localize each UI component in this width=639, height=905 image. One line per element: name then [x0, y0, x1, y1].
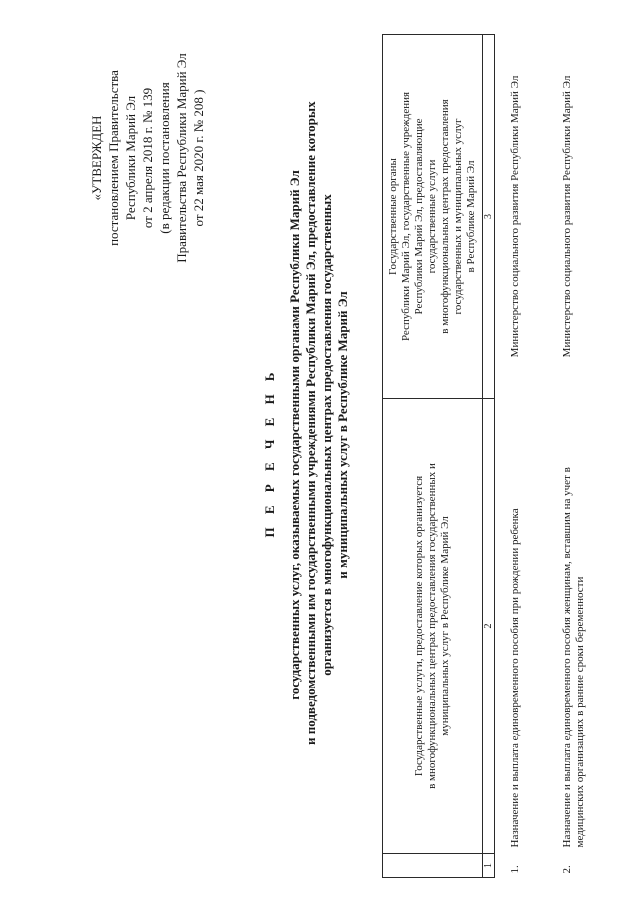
header-line: Государственные услуги, предоставление которых организуется	[413, 475, 425, 777]
header-cell-organizations	[383, 35, 483, 399]
column-number: 3	[483, 35, 495, 399]
header-line: в многофункциональных центрах предоставления государственных и	[426, 463, 438, 789]
header-line: Государственные органы	[387, 158, 399, 275]
header-line: в многофункциональных центрах предоставления	[439, 99, 451, 334]
column-number-row	[483, 35, 495, 878]
subtitle-line: организуется в многофункциональных центрах предоставления государственных	[319, 194, 334, 676]
approval-line: «УТВЕРЖДЕН	[89, 115, 104, 201]
approval-line: Правительства Республики Марий Эл	[174, 53, 189, 263]
approval-line: от 22 мая 2020 г. № 208 )	[191, 89, 206, 227]
service-cell	[495, 399, 548, 854]
header-line: в Республике Марий Эл	[465, 160, 477, 273]
document-subtitle	[287, 101, 351, 745]
subtitle-line: и подведомственными им государственными учреждениями Республики Марий Эл, предоставление которых	[303, 101, 318, 745]
subtitle-line: и муниципальных услуг в Республике Марий Эл	[335, 291, 350, 579]
header-cell-services	[383, 399, 483, 854]
organization-cell	[495, 35, 548, 399]
table-row	[547, 35, 599, 878]
service-line: Назначение и выплата единовременного пособия при рождении ребенка	[509, 508, 521, 848]
header-line: Республики Марий Эл, государственные учреждения	[400, 91, 412, 342]
row-number: 2.	[561, 865, 573, 874]
approval-line: от 2 апреля 2018 г. № 139	[140, 87, 155, 229]
approval-stamp-block	[88, 53, 207, 263]
organization-line: Республики Марий Эл	[561, 75, 573, 181]
approval-line: постановлением Правительства	[106, 70, 121, 246]
service-line: Назначение и выплата единовременного пособия женщинам, вставшим на учет	[561, 475, 573, 848]
column-number: 1	[483, 854, 495, 878]
approval-line: (в редакции постановления	[157, 82, 172, 234]
organization-cell	[547, 35, 599, 399]
document-title: П Е Р Е Ч Е Н Ь	[262, 367, 277, 538]
table-header-row	[383, 35, 483, 878]
service-cell	[547, 399, 599, 854]
services-table	[382, 34, 599, 878]
header-line: государственных и муниципальных услуг	[452, 118, 464, 315]
header-line: Республики Марий Эл, предоставляющие	[413, 118, 425, 315]
service-line: в медицинских организациях в ранние сроки беременности	[561, 467, 586, 848]
approval-line: Республики Марий Эл	[123, 95, 138, 221]
header-line: муниципальных услуг в Республике Марий Эл	[439, 516, 451, 736]
table-row	[495, 35, 548, 878]
column-number: 2	[483, 399, 495, 854]
organization-line: Министерство социального развития	[561, 183, 573, 358]
subtitle-line: государственных услуг, оказываемых государственными органами Республики Марий Эл	[287, 170, 302, 700]
row-number: 1.	[509, 865, 521, 874]
header-line: государственные услуги	[426, 159, 438, 274]
organization-line: Республики Марий Эл	[509, 75, 521, 181]
organization-line: Министерство социального развития	[509, 183, 521, 358]
header-cell-number	[383, 854, 483, 878]
